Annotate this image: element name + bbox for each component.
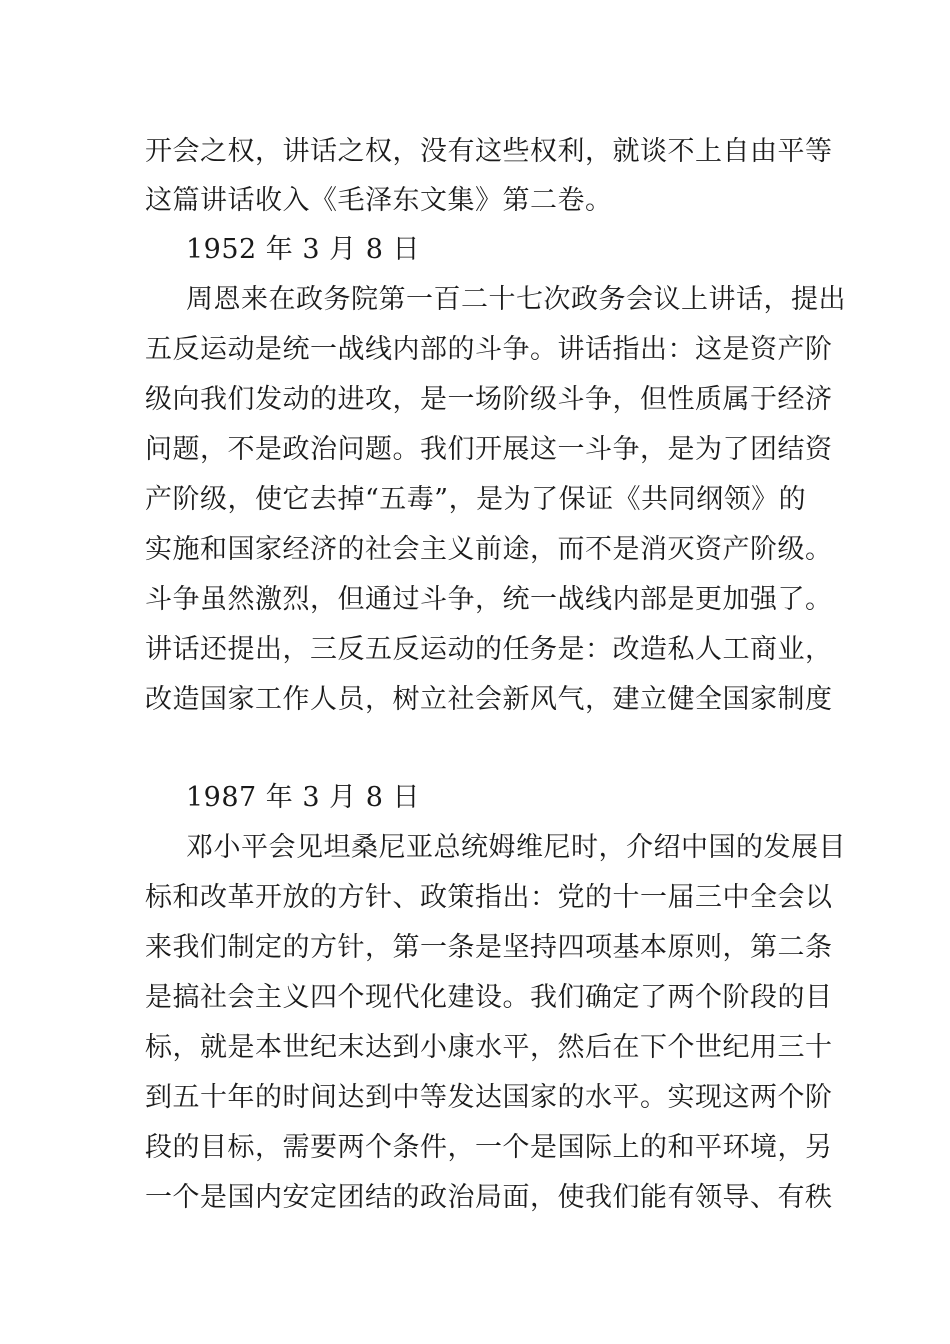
text-line: 问题，不是政治问题。我们开展这一斗争，是为了团结资 — [145, 434, 833, 465]
text-line: 斗争虽然激烈，但通过斗争，统一战线内部是更加强了。 — [145, 584, 833, 615]
date-heading: 1952 年 3 月 8 日 — [186, 234, 420, 265]
text-line: 标和改革开放的方针、政策指出：党的十一届三中全会以 — [145, 882, 833, 913]
text-line: 改造国家工作人员，树立社会新风气，建立健全国家制度 — [145, 684, 833, 715]
text-line: 周恩来在政务院第一百二十七次政务会议上讲话，提出 — [186, 284, 846, 315]
text-line: 邓小平会见坦桑尼亚总统姆维尼时，介绍中国的发展目 — [186, 832, 846, 863]
date-heading: 1987 年 3 月 8 日 — [186, 782, 420, 813]
text-line: 开会之权，讲话之权，没有这些权利，就谈不上自由平等 — [145, 136, 833, 167]
text-line: 到五十年的时间达到中等发达国家的水平。实现这两个阶 — [145, 1082, 833, 1113]
text-line: 来我们制定的方针，第一条是坚持四项基本原则，第二条 — [145, 932, 833, 963]
text-line: 是搞社会主义四个现代化建设。我们确定了两个阶段的目 — [145, 982, 833, 1013]
text-line: 一个是国内安定团结的政治局面，使我们能有领导、有秩 — [145, 1182, 833, 1213]
text-line: 标，就是本世纪末达到小康水平，然后在下个世纪用三十 — [145, 1032, 833, 1063]
text-line: 段的目标，需要两个条件，一个是国际上的和平环境，另 — [145, 1132, 833, 1163]
text-line: 产阶级，使它去掉“五毒”，是为了保证《共同纲领》的 — [145, 484, 807, 515]
text-line: 级向我们发动的进攻，是一场阶级斗争，但性质属于经济 — [145, 384, 833, 415]
text-line: 实施和国家经济的社会主义前途，而不是消灭资产阶级。 — [145, 534, 833, 565]
text-line: 讲话还提出，三反五反运动的任务是：改造私人工商业， — [145, 634, 833, 665]
text-line: 五反运动是统一战线内部的斗争。讲话指出：这是资产阶 — [145, 334, 833, 365]
text-line: 这篇讲话收入《毛泽东文集》第二卷。 — [145, 185, 613, 216]
